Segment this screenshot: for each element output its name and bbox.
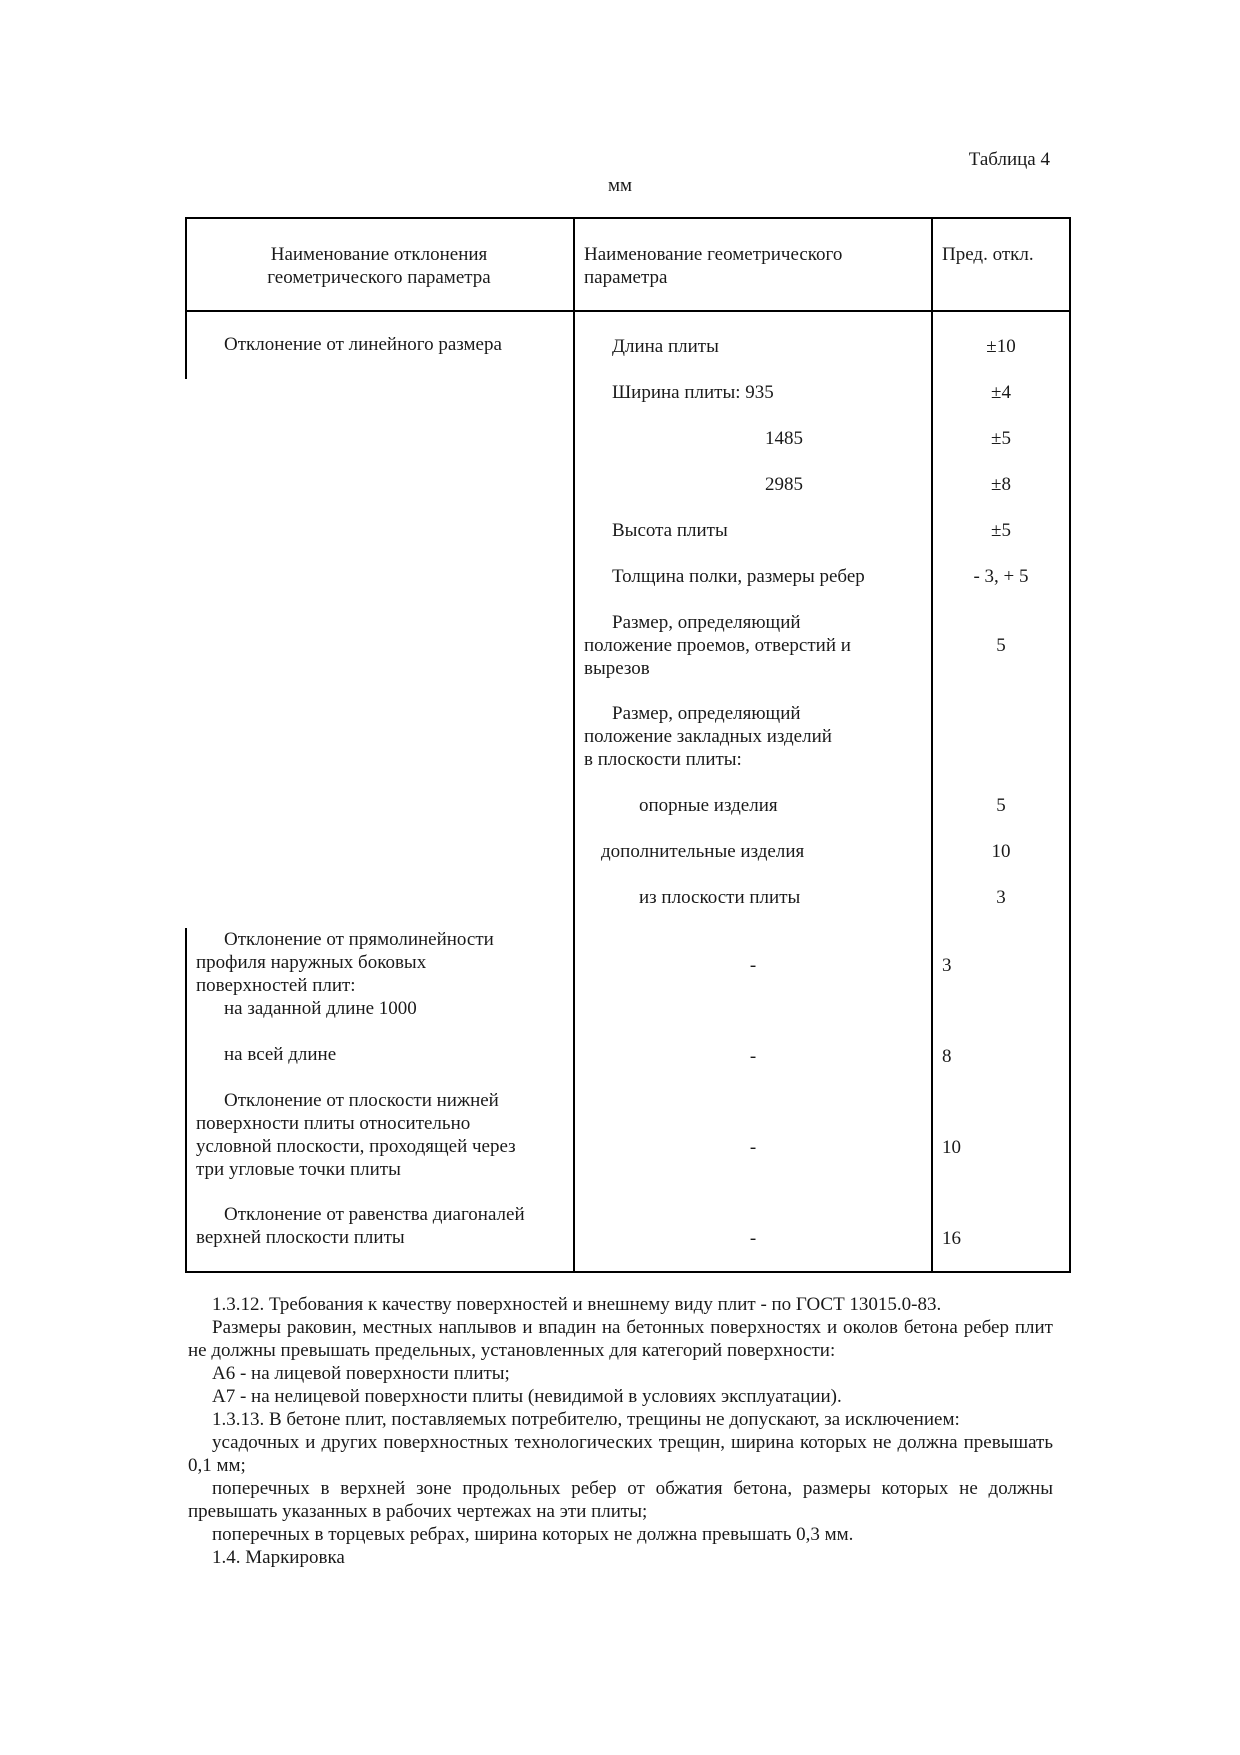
para-shrinkage-cracks: усадочных и других поверхностных технологических трещин, ширина которых не должна превышать 0,1 мм; bbox=[188, 1432, 1053, 1476]
table-border-bottom bbox=[185, 1271, 1071, 1273]
cell-dash-flatness: - bbox=[749, 1137, 757, 1158]
table-border-col2 bbox=[931, 217, 933, 1273]
tol-flatness: 10 bbox=[942, 1137, 961, 1158]
tol-openings-position: 5 bbox=[996, 635, 1006, 656]
table-border-col1 bbox=[573, 217, 575, 1273]
cell-plate-length: Длина плиты bbox=[612, 336, 719, 357]
cell-dash-full-length: - bbox=[749, 1046, 757, 1067]
cell-plate-height: Высота плиты bbox=[612, 520, 728, 541]
para-1-4-heading: 1.4. Маркировка bbox=[212, 1547, 345, 1568]
cell-full-length: на всей длине bbox=[224, 1044, 337, 1065]
cell-openings-position: Размер, определяющий положение проемов, отверстий и вырезов bbox=[584, 612, 851, 679]
para-end-rib-cracks: поперечных в торцевых ребрах, ширина которых не должна превышать 0,3 мм. bbox=[212, 1524, 854, 1545]
table-units: мм bbox=[608, 175, 633, 196]
cell-diagonal-deviation: Отклонение от равенства диагоналей верхней плоскости плиты bbox=[196, 1204, 525, 1248]
table-caption: Таблица 4 bbox=[968, 149, 1050, 170]
cell-embedded-position: Размер, определяющий положение закладных изделий в плоскости плиты: bbox=[584, 703, 832, 770]
para-1-3-13: 1.3.13. В бетоне плит, поставляемых потребителю, трещины не допускают, за исключением: bbox=[212, 1409, 960, 1430]
para-a6: А6 - на лицевой поверхности плиты; bbox=[212, 1363, 510, 1384]
tol-out-of-plane: 3 bbox=[996, 887, 1006, 908]
tol-width-1485: ±5 bbox=[991, 428, 1011, 449]
tol-plate-height: ±5 bbox=[991, 520, 1011, 541]
tol-flange-thickness: - 3, + 5 bbox=[973, 566, 1029, 587]
cell-linear-deviation: Отклонение от линейного размера bbox=[224, 334, 502, 355]
table-border-header-bottom bbox=[185, 310, 1071, 312]
cell-support-items: опорные изделия bbox=[639, 795, 778, 816]
tol-additional-items: 10 bbox=[991, 841, 1011, 862]
tol-straightness: 3 bbox=[942, 955, 952, 976]
tol-support-items: 5 bbox=[996, 795, 1006, 816]
tol-width-935: ±4 bbox=[991, 382, 1011, 403]
cell-plate-width-1485: 1485 bbox=[765, 428, 803, 449]
cell-flange-thickness: Толщина полки, размеры ребер bbox=[612, 566, 865, 587]
cell-dash-diagonal: - bbox=[749, 1228, 757, 1249]
tol-plate-length: ±10 bbox=[986, 336, 1016, 357]
para-a7: А7 - на нелицевой поверхности плиты (невидимой в условиях эксплуатации). bbox=[212, 1386, 842, 1407]
cell-plate-width-935: Ширина плиты: 935 bbox=[612, 382, 774, 403]
cell-additional-items: дополнительные изделия bbox=[601, 841, 805, 862]
table-border-left-a bbox=[185, 217, 187, 379]
para-surface-defects: Размеры раковин, местных наплывов и впадин на бетонных поверхностях и околов бетона ребер плит не должны превышать предельных, установленных для категорий поверхности: bbox=[188, 1317, 1053, 1361]
header-col-tolerance: Пред. откл. bbox=[942, 244, 1034, 265]
table-border-left-b bbox=[185, 928, 187, 1273]
cell-straightness-deviation: Отклонение от прямолинейности профиля наружных боковых поверхностей плит: на заданной длине 1000 bbox=[196, 929, 494, 1019]
header-col-parameter: Наименование геометрического параметра bbox=[584, 244, 843, 288]
cell-dash-straightness: - bbox=[749, 955, 757, 976]
tol-full-length: 8 bbox=[942, 1046, 952, 1067]
cell-plate-width-2985: 2985 bbox=[765, 474, 803, 495]
cell-out-of-plane: из плоскости плиты bbox=[639, 887, 801, 908]
table-border-right bbox=[1069, 217, 1071, 1273]
header-col-deviation: Наименование отклонения геометрического параметра bbox=[267, 244, 491, 288]
cell-flatness-deviation: Отклонение от плоскости нижней поверхности плиты относительно условной плоскости, проходящей через три угловые точки плиты bbox=[196, 1090, 516, 1180]
table-border-top bbox=[185, 217, 1071, 219]
para-1-3-12: 1.3.12. Требования к качеству поверхностей и внешнему виду плит - по ГОСТ 13015.0-83. bbox=[212, 1294, 942, 1315]
para-transverse-cracks: поперечных в верхней зоне продольных ребер от обжатия бетона, размеры которых не должны превышать указанных в рабочих чертежах на эти плиты; bbox=[188, 1478, 1053, 1522]
tol-width-2985: ±8 bbox=[991, 474, 1011, 495]
tol-diagonal: 16 bbox=[942, 1228, 961, 1249]
